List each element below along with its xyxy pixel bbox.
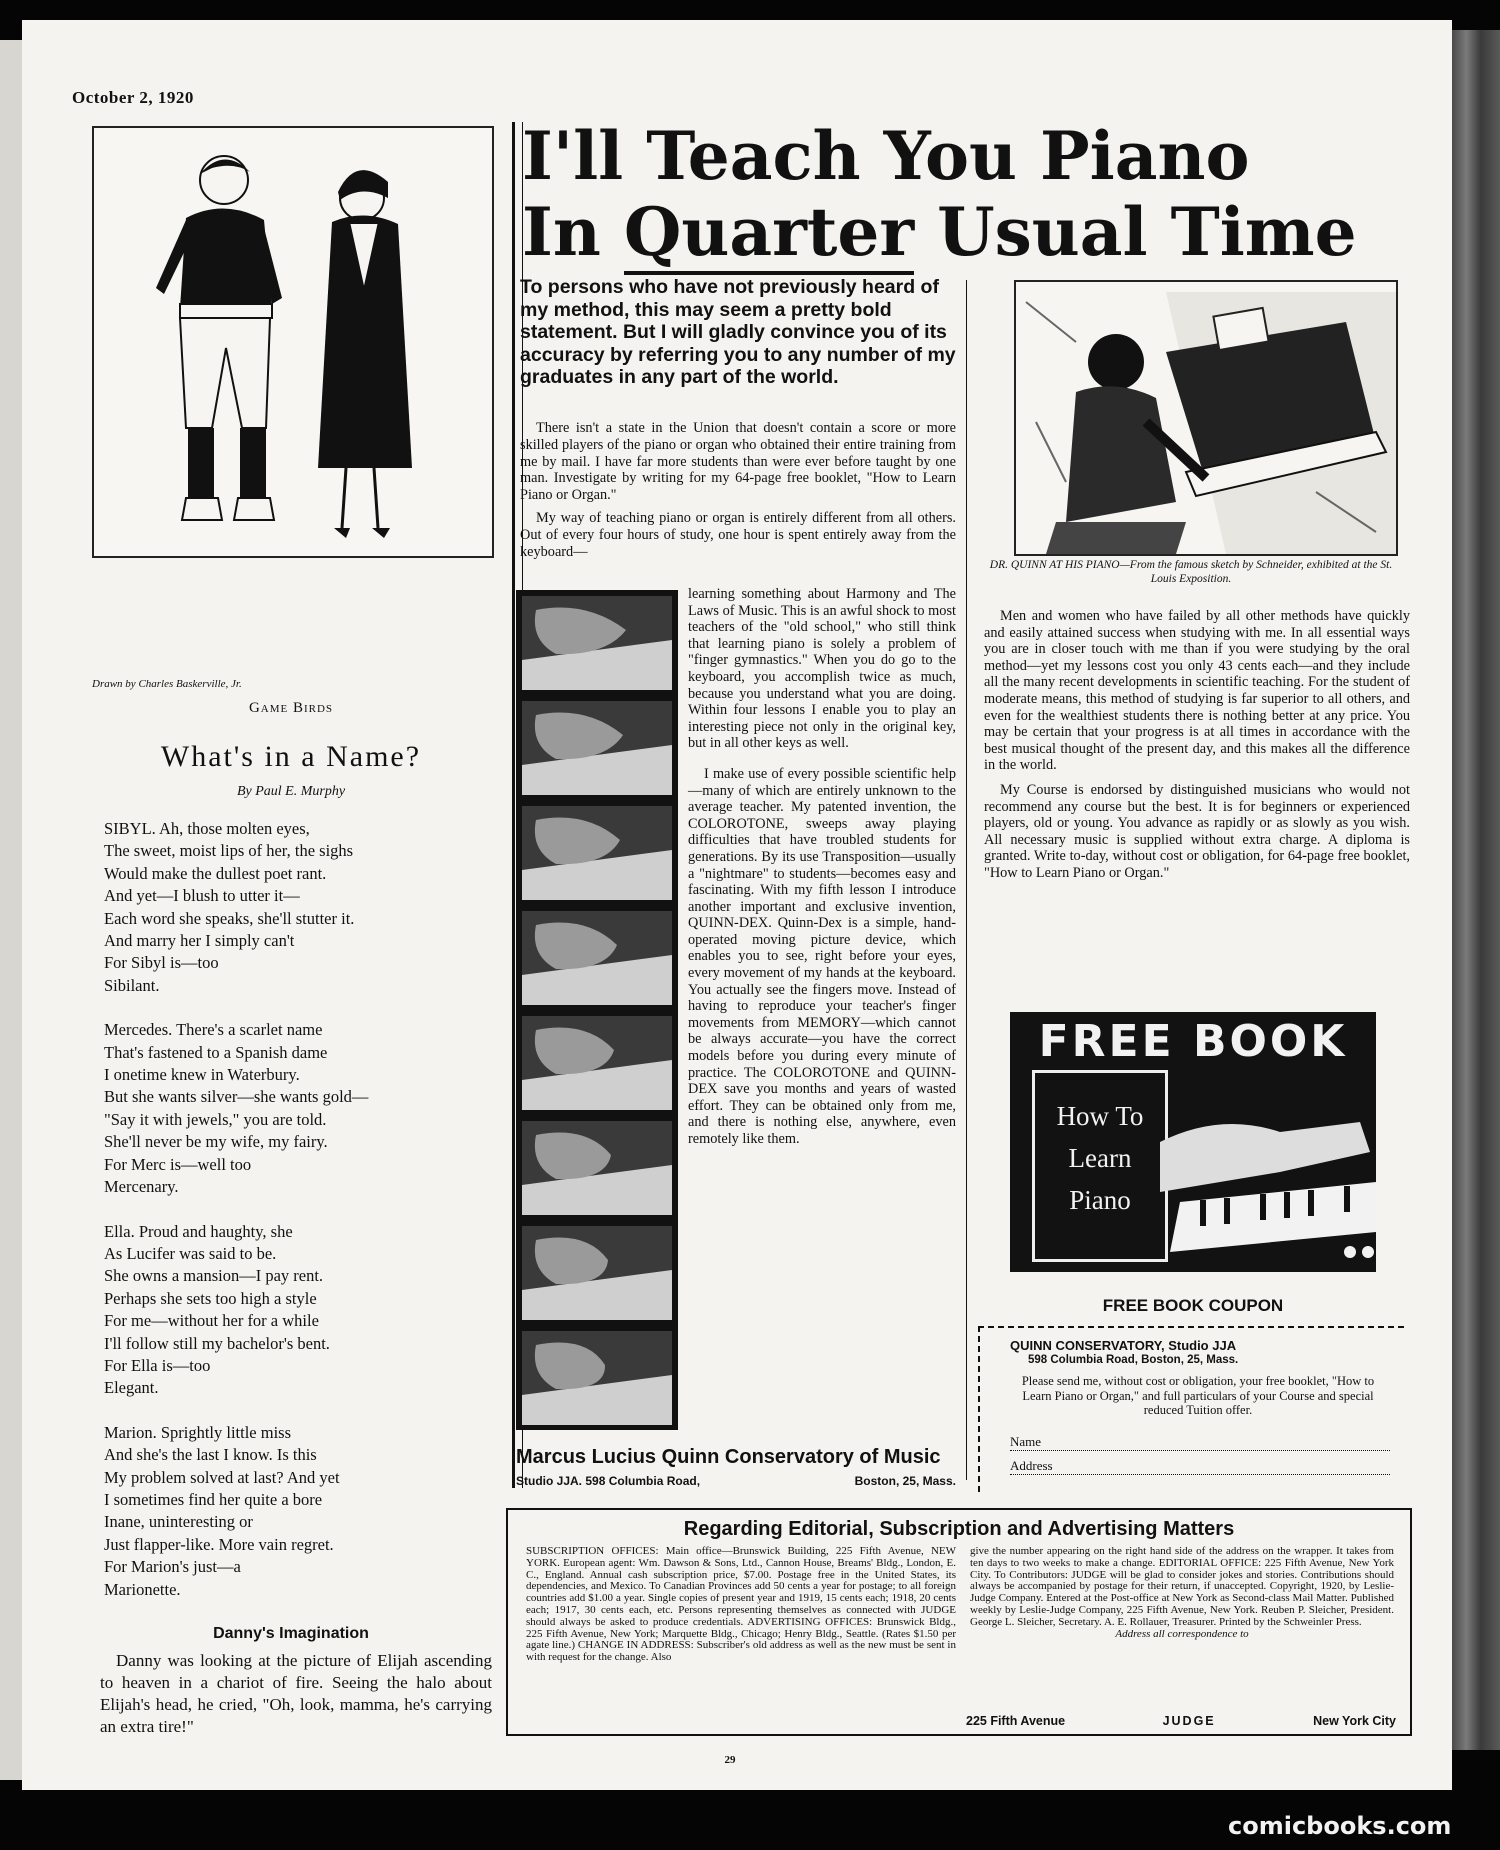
poem-line: Inane, uninteresting or — [104, 1512, 253, 1532]
ad-headline — [522, 118, 1422, 270]
footer-city: New York City — [1313, 1714, 1396, 1728]
film-frame — [522, 596, 672, 690]
poem-line: I'll follow still my bachelor's bent. — [104, 1333, 330, 1353]
poem-stanza — [104, 1221, 494, 1400]
editorial-left-column — [526, 1546, 956, 1664]
site-watermark: comicbooks.com — [1228, 1812, 1452, 1840]
book-cover — [1032, 1070, 1168, 1262]
editorial-title: Regarding Editorial, Subscription and Advertising Matters — [683, 1518, 1235, 1540]
poem-stanza — [104, 1422, 494, 1601]
poem-title: What's in a Name? — [160, 740, 422, 773]
conservatory-signature: Marcus Lucius Quinn Conservatory of Music — [516, 1446, 941, 1468]
book-line-3: Piano — [1069, 1185, 1131, 1215]
poem-line: Ella. Proud and haughty, she — [104, 1221, 293, 1241]
ad-paragraph-1: There isn't a state in the Union that doesn't contain a score or more skilled players of the piano or organ who obtained their entire training from me by mail. I have far more students than were ever before taught by one man. Investigate by writing for my 64-page free booklet, "How to Learn Piano or Organ." — [520, 420, 956, 504]
poem-line: I onetime knew in Waterbury. — [104, 1065, 300, 1085]
poem-line: But she wants silver—she wants gold— — [104, 1087, 369, 1107]
poem-line: For Merc is—well too — [104, 1154, 252, 1174]
danny-text: Danny was looking at the picture of Elijah ascending to heaven in a chariot of fire. Seeing the halo about Elijah's head, he cried, "Oh, look, mamma, he's carrying an extra tire!" — [100, 1651, 492, 1736]
headline-quarter: Quarter — [624, 193, 914, 275]
poem-line: Each word she speaks, she'll stutter it. — [104, 908, 355, 928]
ad-paragraph-4: Men and women who have failed by all other methods have quickly and easily attained success when studying with me. In all essential ways you are in closer touch with me than if you were studying by the oral method—yet my lessons cost you only 43 cents each—and they include all the many recent developments in scientific teaching. For the student of moderate means, this method of studying is far superior to all others, and even for the wealthiest students there is nothing better at any price. You may be certain that your progress is at all times in accordance with the best musical thought of the present day, and this makes all the difference in the world. — [984, 608, 1410, 774]
book-binding — [1452, 30, 1500, 1750]
poem-line: As Lucifer was said to be. — [104, 1243, 277, 1263]
coupon-heading: FREE BOOK COUPON — [1102, 1296, 1284, 1315]
editorial-address-note: Address all correspondence to — [1115, 1627, 1249, 1640]
headline-line-2: In Quarter Usual Time — [522, 194, 1422, 270]
poem-line: And yet—I blush to utter it— — [104, 886, 300, 906]
poem-line: For Sibyl is—too — [104, 953, 219, 973]
free-book-coupon[interactable] — [978, 1326, 1404, 1492]
coupon-recipient: QUINN CONSERVATORY, Studio JJA — [1010, 1338, 1237, 1353]
free-book-panel[interactable] — [1010, 1012, 1376, 1272]
hand-on-keyboard-icon — [1160, 1082, 1376, 1272]
poem-line: My problem solved at last? And yet — [104, 1467, 340, 1487]
poem-line: For Marion's just—a — [104, 1557, 241, 1577]
poem-line: Mercedes. There's a scarlet name — [104, 1020, 323, 1040]
editorial-right-column — [970, 1546, 1394, 1640]
facing-page-edge — [0, 40, 22, 1780]
ad-paragraph-5: My Course is endorsed by distinguished musicians who would not recommend any course but the best. It is for beginners or experienced players, old or young. You advance as rapidly or as slowly as you wish. All necessary music is supplied without extra charge. A diploma is granted. Write to-day, without cost or obligation, for 64-page free booklet, "How to Learn Piano or Organ." — [984, 781, 1410, 881]
poem-line: Mercenary. — [104, 1177, 179, 1197]
page-date: October 2, 1920 — [72, 88, 194, 107]
poem-stanza — [104, 1019, 494, 1198]
poem-line: Marionette. — [104, 1579, 181, 1599]
game-birds-illustration — [92, 126, 494, 558]
poem-line: Just flapper-like. More vain regret. — [104, 1534, 334, 1554]
ad-lead-paragraph: To persons who have not previously heard of my method, this may seem a pretty bold statement. But I will gladly convince you of its accuracy by referring you to any number of my graduates in any part of the world. — [520, 276, 956, 388]
poem-line: The sweet, moist lips of her, the sighs — [104, 841, 354, 861]
sketch-caption: DR. QUINN AT HIS PIANO—From the famous sketch by Schneider, exhibited at the St. Louis Exposition. — [989, 559, 1393, 585]
poem-line: Marion. Sprightly little miss — [104, 1422, 292, 1442]
illustration-credit: Drawn by Charles Baskerville, Jr. — [92, 678, 242, 690]
ad-paragraph-2b: learning something about Harmony and The Laws of Music. This is an awful shock to most teachers of the "old school," who still think that learning piano is solely a problem of "finger gymnastics." When you do go to the keyboard, you accomplish twice as much, because you understand what you are doing. Within four lessons I enable you to play an interesting piece not only in the original key, but in all other keys as well. — [688, 586, 956, 752]
poem-line: And she's the last I know. Is this — [104, 1445, 317, 1465]
film-frame — [522, 911, 672, 1005]
headline-line-1: I'll Teach You Piano — [522, 117, 1250, 195]
poem-line: And marry her I simply can't — [104, 931, 295, 951]
footer-judge: JUDGE — [1162, 1714, 1216, 1728]
coupon-text: Please send me, without cost or obligation, your free booklet, "How to Learn Piano or Organ," and full particulars of your Course and special reduced Tuition offer. — [1021, 1374, 1375, 1417]
signature-studio: Studio JJA. 598 Columbia Road, — [516, 1474, 701, 1488]
coupon-address-field[interactable]: Address — [1010, 1458, 1390, 1475]
film-frame — [522, 701, 672, 795]
ad-column-rule — [966, 280, 967, 1480]
poem-line: For me—without her for a while — [104, 1311, 319, 1331]
ad-body-top — [520, 420, 956, 566]
poem-line: Perhaps she sets too high a style — [104, 1288, 317, 1308]
ad-body-right — [984, 608, 1410, 890]
poem-line: That's fastened to a Spanish dame — [104, 1042, 328, 1062]
book-line-1: How To — [1056, 1101, 1144, 1131]
poem-line: Would make the dullest poet rant. — [104, 863, 327, 883]
poem-body — [104, 818, 494, 1623]
hands-filmstrip-image — [516, 590, 678, 1430]
coupon-address: 598 Columbia Road, Boston, 25, Mass. — [1028, 1354, 1239, 1366]
editorial-right-text: give the number appearing on the right hand side of the address on the wrapper. It takes from ten days to two weeks to make a change. EDITORIAL OFFICE: 225 Fifth Avenue, New York City. To Contributors: JUDGE will be glad to consider jokes and stories. Contributions should always be accompanied by postage for their return, if unaccepted. Copyright, 1920, by Leslie-Judge Company. Entered at the Post-office at New York as Second-class Mail Matter. Published weekly by Leslie-Judge Company, 225 Fifth Avenue, New York. Reuben P. Sleicher, President. George L. Sleicher, Secretary. A. E. Rollauer, Treasurer. Printed by the Schweinler Press. — [970, 1545, 1394, 1628]
editorial-footer — [966, 1714, 1396, 1728]
dr-quinn-piano-sketch — [1014, 280, 1398, 556]
conservatory-address — [516, 1474, 956, 1488]
poem-line: She'll never be my wife, my fairy. — [104, 1132, 328, 1152]
ad-paragraph-2a: My way of teaching piano or organ is entirely different from all others. Out of every four hours of study, one hour is spent entirely away from the keyboard— — [520, 509, 956, 560]
poem-line: "Say it with jewels," you are told. — [104, 1109, 327, 1129]
book-line-2: Learn — [1068, 1143, 1132, 1173]
film-frame — [522, 1331, 672, 1425]
page-number: 29 — [724, 1754, 736, 1766]
poem-byline: By Paul E. Murphy — [236, 784, 346, 799]
free-book-title: FREE BOOK — [1038, 1016, 1348, 1067]
poem-line: SIBYL. Ah, those molten eyes, — [104, 819, 310, 838]
film-frame — [522, 1121, 672, 1215]
poem-line: For Ella is—too — [104, 1355, 211, 1375]
danny-title: Danny's Imagination — [213, 1625, 369, 1642]
poem-line: Elegant. — [104, 1378, 159, 1398]
footer-street: 225 Fifth Avenue — [966, 1714, 1066, 1728]
ad-body-middle — [688, 586, 956, 1162]
film-frame — [522, 806, 672, 900]
poem-line: I sometimes find her quite a bore — [104, 1489, 323, 1509]
film-frame — [522, 1226, 672, 1320]
poem-line: Sibilant. — [104, 975, 160, 995]
ad-paragraph-3: I make use of every possible scientific help—many of which are entirely unknown to the average teacher. My patented invention, the COLOROTONE, sweeps away playing difficulties that have troubled students for generations. By its use Transposition—usually a "nightmare" to students—becomes easy and fascinating. With my fifth lesson I introduce another important and exclusive invention, QUINN-DEX. Quinn-Dex is a simple, hand-operated moving picture device, which enables you to see, right before your eyes, every movement of my hands at the keyboard. You actually see the fingers move. Instead of having to reproduce your teacher's finger movements from MEMORY—which cannot be always accurate—you have the correct models before you during every minute of practice. The COLOROTONE and QUINN-DEX save you months and years of wasted effort. They can be obtained only from me, and there is nothing else, anywhere, even remotely like them. — [688, 765, 956, 1147]
film-frame — [522, 1016, 672, 1110]
poem-line: She owns a mansion—I pay rent. — [104, 1266, 324, 1286]
ad-left-rule — [512, 122, 515, 1488]
signature-city: Boston, 25, Mass. — [854, 1474, 956, 1488]
coupon-name-field[interactable]: Name — [1010, 1434, 1390, 1451]
editorial-notice-box — [506, 1508, 1412, 1736]
illustration-caption: Game Birds — [248, 700, 334, 716]
editorial-left-text: SUBSCRIPTION OFFICES: Main office—Brunswick Building, 225 Fifth Avenue, NEW YORK. European agent: Wm. Dawson & Sons, Ltd., Cannon House, Breams' Bldg., London, E. C., England. Annual cash subscription price, $7.00. Postage free in the United States, its dependencies, and Mexico. To Canadian Provinces add 50 cents a year for postage; to all foreign countries add $1.00 a year. Single copies of present year and 1919, 15 cents each; 1918, 20 cents each; 1917, 30 cents each, etc. Persons representing themselves as connected with JUDGE should always be asked to produce credentials. ADVERTISING OFFICES: Brunswick Bldg., 225 Fifth Avenue, New York; Marquette Bldg., Chicago; Henry Bldg., Seattle. (Rates $1.50 per agate line.) CHANGE IN ADDRESS: Subscriber's old address as well as the new must be sent in with request for the change. Also — [526, 1545, 956, 1664]
poem-stanza — [104, 818, 494, 997]
